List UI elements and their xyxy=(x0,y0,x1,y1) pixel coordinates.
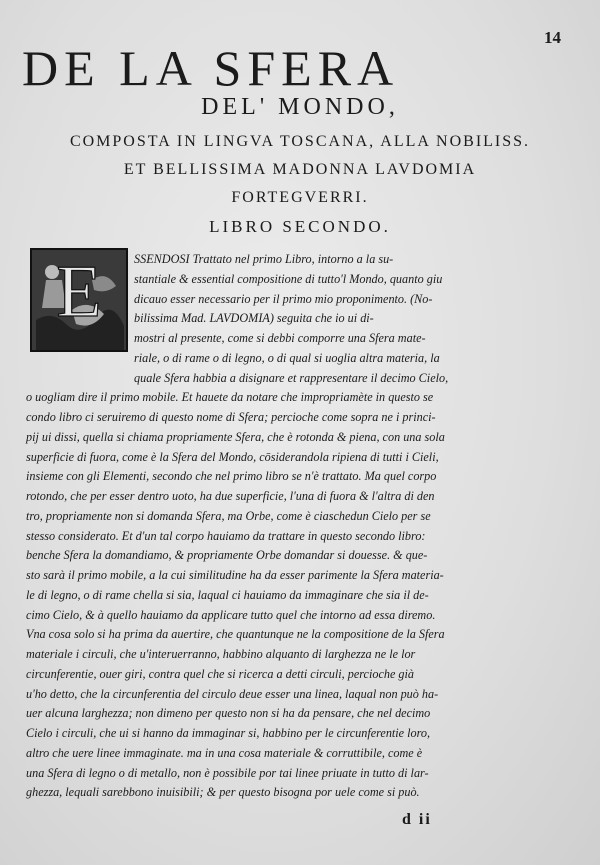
text-line: bilissima Mad. LAVDOMIA) seguita che io ui di- xyxy=(134,311,374,326)
initial-letter: E xyxy=(56,251,102,333)
text-line: dicauo esser necessario per il primo mio proponimento. (No- xyxy=(134,291,433,306)
text-line: le di legno, o di rame chella si sia, laqual ci hauiamo da immaginare che sia il de- xyxy=(26,587,429,602)
text-line: altro che uere linee immaginate. ma in una cosa materiale & corruttibile, come è xyxy=(26,745,423,760)
signature-letter: d xyxy=(402,811,413,828)
text-line: condo libro ci seruiremo di questo nome di Sfera; percioche come sopra ne i princi- xyxy=(26,410,436,424)
text-line: SSENDOSI Trattato nel primo Libro, intorno a la su- xyxy=(134,252,394,266)
text-line: o uogliam dire il primo mobile. Et hauete da notare che impropriamète in questo se xyxy=(26,390,434,405)
text-line: uer alcuna larghezza; non dimeno per questo non si ha da pensare, che nel decimo xyxy=(26,706,431,721)
text-line: insieme con gli Elementi, secondo che nel primo libro se n'è trattato. Ma quel corpo xyxy=(26,469,437,484)
body-text xyxy=(26,250,486,803)
text-line: riale, o di rame o di legno, o di qual si uoglia altra materia, la xyxy=(134,350,440,365)
signature-number: ii xyxy=(418,811,432,828)
text-line: stantiale & essential compositione di tutto'l Mondo, quanto giu xyxy=(134,271,443,286)
text-line: benche Sfera la domandiamo, & propriamente Orbe domandar si douesse. & que- xyxy=(26,548,428,563)
text-line: rotondo, che per esser dentro uoto, ha due superficie, l'una di fuora & l'altra di den xyxy=(26,489,435,503)
text-line: tro, propriamente non si domanda Sfera, ma Orbe, come è ciaschedun Cielo per se xyxy=(26,508,431,523)
subtitle-line-1: COMPOSTA IN LINGVA TOSCANA, ALLA NOBILISS. xyxy=(69,133,531,150)
text-line: u'ho detto, che la circunferentia del circulo deue esser una linea, laqual non può ha- xyxy=(26,686,439,701)
text-line: mostri al presente, come si debbi comporre una Sfera mate- xyxy=(134,331,426,345)
text-line: materiale i circuli, che u'interuerranno, habbino alquanto di larghezza ne le lor xyxy=(26,647,416,661)
title-line-1: DE LA SFERA xyxy=(22,40,400,96)
subtitle-line-3: FORTEGVERRI. xyxy=(231,189,369,206)
title-line-2: DEL' MONDO, xyxy=(201,94,399,120)
text-line: pij ui dissi, quella si chiama propriamente Sfera, che è rotonda & piena, con una sola xyxy=(26,429,445,444)
book-heading: LIBRO SECONDO. xyxy=(209,217,391,236)
text-line: quale Sfera habbia a disignare et rappresentare il decimo Cielo, xyxy=(134,370,449,385)
text-line: una Sfera di legno o di metallo, non è possibile por tai linee priuate in tutto di lar- xyxy=(26,765,429,780)
subtitle-line-2: ET BELLISSIMA MADONNA LAVDOMIA xyxy=(123,161,477,178)
text-line: ghezza, lequali sarebbono inuisibili; & per questo bisogna por uele come si può. xyxy=(26,785,420,800)
text-line: circunferentie, ouer giri, contra quel che si ricerca a detti circuli, percioche già xyxy=(26,666,414,681)
text-line: superficie di fuora, come è la Sfera del Mondo, cōsiderandola ripiena di tutti i Cieli, xyxy=(26,449,439,464)
text-line: stesso considerato. Et d'un tal corpo hauiamo da trattare in questo secondo libro: xyxy=(26,528,426,543)
text-line: Vna cosa solo si ha prima da auertire, che quantunque ne la compositione de la Sfera xyxy=(26,627,445,642)
text-line: sto sarà il primo mobile, a la cui similitudine ha da esser parimente la Sfera materia- xyxy=(26,568,444,582)
text-line: cimo Cielo, & à quello hauiamo da applicare tutto quel che intorno ad essa diremo. xyxy=(26,607,436,622)
page-number: 14 xyxy=(544,28,561,47)
text-line: Cielo i circuli, che ui si hanno da immaginar si, habbino per le circunferentie loro, xyxy=(26,726,431,740)
signature-mark xyxy=(402,811,432,829)
